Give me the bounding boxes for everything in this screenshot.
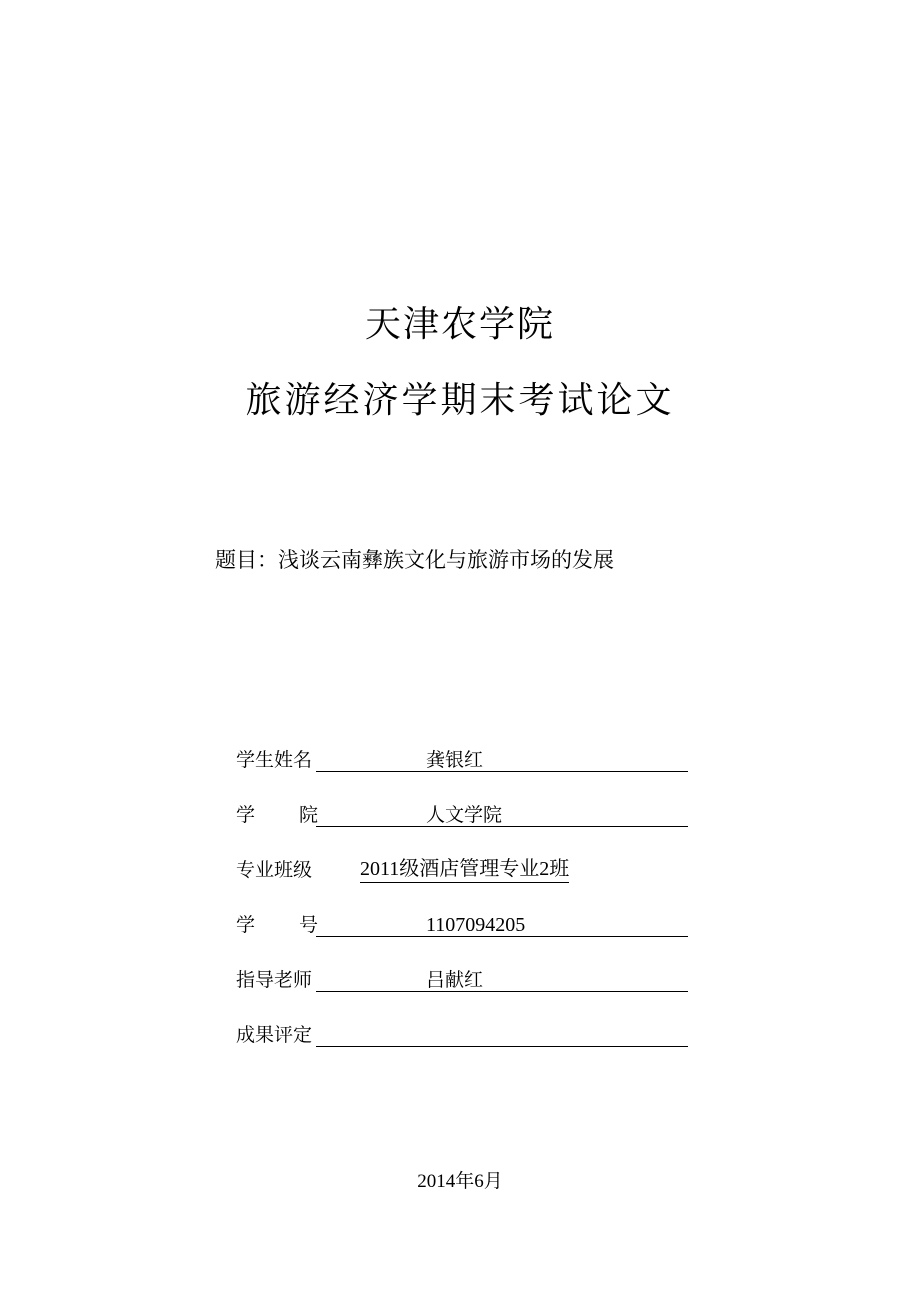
field-college bbox=[236, 801, 688, 829]
field-label-part: 学 bbox=[236, 804, 256, 826]
field-student-id bbox=[236, 911, 688, 939]
field-label: 指导老师 bbox=[236, 969, 313, 991]
field-student-name bbox=[236, 746, 688, 774]
student-id-value: 1107094205 bbox=[426, 914, 526, 936]
field-label-part: 号 bbox=[298, 914, 318, 936]
field-label bbox=[236, 911, 318, 939]
field-label-part: 院 bbox=[298, 804, 318, 826]
field-advisor bbox=[236, 966, 688, 994]
field-label: 成果评定 bbox=[236, 1024, 313, 1046]
student-name-value: 龚银红 bbox=[426, 749, 484, 771]
paper-title: 旅游经济学期末考试论文 bbox=[245, 380, 675, 421]
field-label-part: 学 bbox=[236, 914, 256, 936]
field-label: 学生姓名 bbox=[236, 749, 313, 771]
submission-date: 2014年6月 bbox=[417, 1171, 503, 1192]
field-underline bbox=[316, 771, 688, 772]
class-value: 2011级酒店管理专业2班 bbox=[360, 856, 569, 883]
paper-topic: 题目：浅谈云南彝族文化与旅游市场的发展 bbox=[215, 548, 614, 572]
field-label: 专业班级 bbox=[236, 859, 313, 881]
advisor-value: 吕献红 bbox=[426, 969, 484, 991]
field-label bbox=[236, 801, 318, 829]
field-class bbox=[236, 856, 688, 884]
school-name: 天津农学院 bbox=[364, 304, 555, 345]
field-grade bbox=[236, 1021, 688, 1049]
field-underline bbox=[316, 991, 688, 992]
college-value: 人文学院 bbox=[426, 804, 503, 826]
field-underline bbox=[316, 1046, 688, 1047]
